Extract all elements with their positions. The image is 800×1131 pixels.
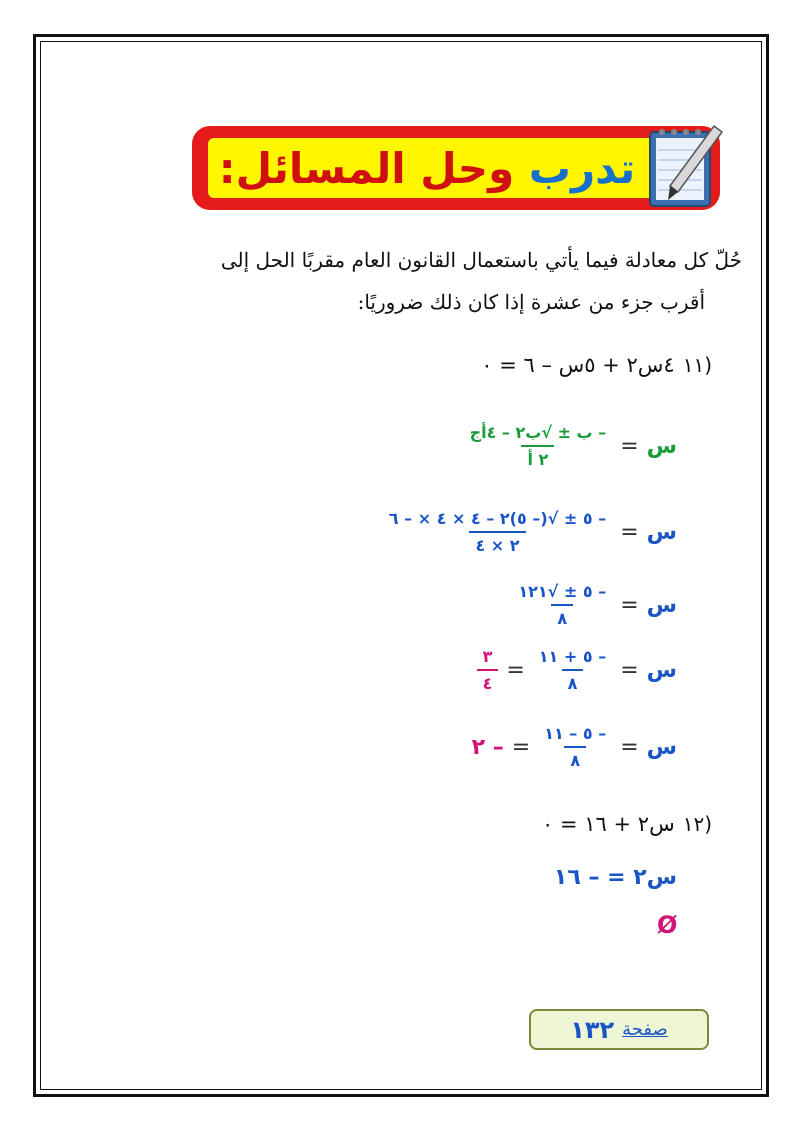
problem-11 [481,353,712,377]
equals-sign: = [620,433,639,459]
step-4-numerator: – ٥ – ١١ [544,724,607,743]
formula-variable: س [646,433,677,459]
equals-sign: = [620,734,639,760]
problem-11-equation: ٤س٢ + ٥س – ٦ = ٠ [481,353,675,377]
step-3-denominator: ٨ [562,669,584,693]
step-2-variable: س [646,592,677,618]
formula-fraction [464,423,613,469]
step-4 [472,724,677,770]
step-1-variable: س [646,519,677,545]
equals-sign: = [506,657,525,683]
problem-12-equation: س٢ + ١٦ = ٠ [542,812,675,836]
step-3-result [477,647,499,693]
step-4-fraction [538,724,612,770]
section-title-word1: تدرب [528,143,636,193]
equals-sign: = [620,592,639,618]
step-3-fraction [533,647,612,693]
problem-12 [542,812,712,836]
equals-sign: = [511,734,531,760]
step-4-denominator: ٨ [564,746,586,770]
section-title [212,138,642,198]
step-3-result-numerator: ٣ [482,647,493,666]
page-reference-badge [529,1009,709,1050]
notepad-pencil-icon [644,118,724,218]
problem-12-step-1 [554,865,677,890]
step-3-variable: س [646,657,677,683]
step-1 [383,509,677,555]
equals-sign: = [620,519,639,545]
step-1-numerator: – ٥ ± √(– ٥)٢ – ٤ × ٤ × – ٦ [388,509,607,528]
step-4-variable: س [646,734,677,760]
section-title-word2: وحل المسائل: [218,143,515,193]
page-number: ١٣٢ [570,1015,615,1044]
step-1-fraction [383,509,612,555]
step-2 [512,582,677,628]
page-word: صفحة [622,1019,668,1040]
problem-11-label: (١١ [682,353,712,377]
step-4-result: – ٢ [471,734,504,760]
step-2-fraction [512,582,612,628]
step-3-numerator: – ٥ + ١١ [538,647,607,666]
step-2-numerator: – ٥ ± √١٢١ [518,582,607,601]
step-2-denominator: ٨ [551,604,573,628]
empty-set-symbol: Ø [657,911,678,939]
formula-numerator: – ب ± √ب٢ – ٤أج [469,423,607,442]
instructions-line-2: أقرب جزء من عشرة إذا كان ذلك ضروريًا: [357,290,705,314]
problem-12-label: (١٢ [682,812,712,836]
step-1-denominator: ٢ × ٤ [469,531,525,555]
step-3 [477,647,677,693]
quadratic-formula [464,423,677,469]
step-3-result-denominator: ٤ [477,669,499,693]
problem-12-step-1-text: س٢ = – ١٦ [553,865,677,890]
instructions-line-1: حُلّ كل معادلة فيما يأتي باستعمال القانون العام مقربًا الحل إلى [220,248,742,272]
formula-denominator: ٢ أ [521,445,554,469]
equals-sign: = [620,657,639,683]
